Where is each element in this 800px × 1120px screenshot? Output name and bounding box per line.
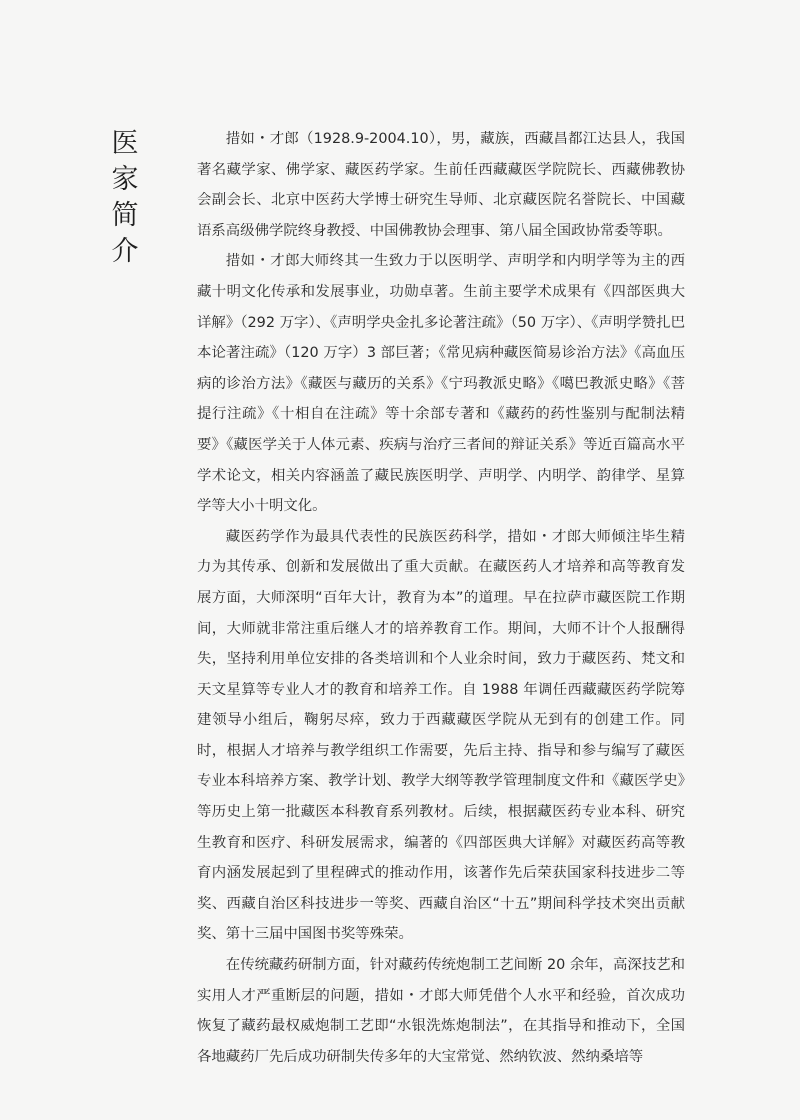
paragraph-intro: 措如・才郎（1928.9-2004.10），男，藏族，西藏昌都江达县人，我国著名藏学家、佛学家、藏医药学家。生前任西藏藏医学院院长、西藏佛教协会副会长、北京中医药大学博士研究生导师、北京藏医院名誉院长、中国藏语系高级佛学院终身教授、中国佛教协会理事、第八届全国政协常委等职。: [197, 131, 685, 239]
section-title-char: 简: [111, 200, 139, 231]
section-title-char: 家: [111, 164, 139, 195]
paragraph-education: 藏医药学作为最具代表性的民族医药科学，措如・才郎大师倾注毕生精力为其传承、创新和发展做出了重大贡献。在藏医药人才培养和高等教育发展方面，大师深明“百年大计，教育为本”的道理。早在拉萨市藏医院工作期间，大师就非常注重后继人才的培养教育工作。期间，大师不计个人报酬得失，坚持利用单位安排的各类培训和个人业余时间，致力于藏医药、梵文和天文星算等专业人才的教育和培养工作。自 1988 年调任西藏藏医药学院筹建领导小组后，鞠躬尽瘁，致力于西藏藏医学院从无到有的创建工作。同时，根据人才培养与教学组织工作需要，先后主持、指导和参与编写了藏医专业本科培养方案、教学计划、教学大纲等教学管理制度文件和《藏医学史》等历史上第一批藏医本科教育系列教材。后续，根据藏医药专业本科、研究生教育和医疗、科研发展需求，编著的《四部医典大详解》对藏医药高等教育内涵发展起到了里程碑式的推动作用，该著作先后荣获国家科技进步二等奖、西藏自治区科技进步一等奖、西藏自治区“十五”期间科学技术突出贡献奖、第十三届中国图书奖等殊荣。: [197, 528, 685, 943]
paragraph-achievements: 措如・才郎大师终其一生致力于以医明学、声明学和内明学等为主的西藏十明文化传承和发展事业，功勋卓著。生前主要学术成果有《四部医典大详解》（292 万字）、《声明学央金扎多论著注疏》（50 万字）、《声明学赞扎巴本论著注疏》（120 万字）3 部巨著；《常见病种藏医简易诊治方法》《高血压病的诊治方法》《藏医与藏历的关系》《宁玛教派史略》《噶巴教派史略》《菩提行注疏》《十相自在注疏》等十余部专著和《藏药的药性鉴别与配制法精要》《藏医学关于人体元素、疾病与治疗三者间的辩证关系》等近百篇高水平学术论文，相关内容涵盖了藏民族医明学、声明学、内明学、韵律学、星算学等大小十明文化。: [197, 253, 685, 515]
paragraph-pharmacy: 在传统藏药研制方面，针对藏药传统炮制工艺间断 20 余年，高深技艺和实用人才严重断层的问题，措如・才郎大师凭借个人水平和经验，首次成功恢复了藏药最权威炮制工艺即“水银洗炼炮制法”，在其指导和推动下，全国各地藏药厂先后成功研制失传多年的大宝常觉、然纳钦波、然纳桑培等: [197, 957, 685, 1065]
body-text: [197, 124, 685, 1072]
section-title-char: 介: [111, 236, 139, 267]
section-title-char: 医: [111, 128, 139, 159]
section-title-vertical: [105, 126, 145, 270]
